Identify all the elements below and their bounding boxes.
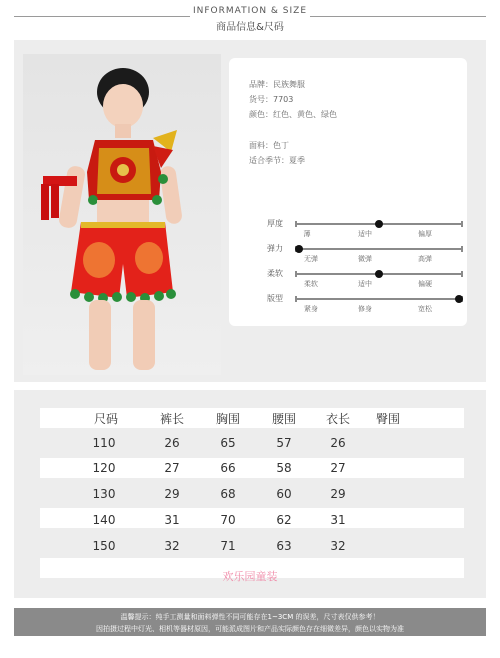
scale-option: 薄 bbox=[303, 230, 311, 238]
store-watermark: 欢乐园童装 bbox=[222, 570, 278, 583]
table-cell: 150 bbox=[92, 539, 116, 553]
scale-label: 版型 bbox=[267, 294, 283, 303]
child-costume-illustration bbox=[23, 54, 221, 375]
table-cell: 31 bbox=[164, 513, 180, 527]
column-header: 臀围 bbox=[375, 412, 400, 426]
table-cell: 140 bbox=[92, 513, 116, 527]
header-subtitle: 商品信息&尺码 bbox=[216, 22, 284, 33]
table-cell: 110 bbox=[92, 436, 116, 450]
footer-line-2: 因拍摄过程中灯光、相机等器材原因，可能派成图片和产品实际颜色存在细微差异，颜色以实物为准 bbox=[96, 625, 404, 633]
header-title: INFORMATION & SIZE bbox=[192, 6, 308, 16]
table-cell: 29 bbox=[164, 487, 180, 501]
scale-marker bbox=[455, 295, 463, 303]
column-header: 裤长 bbox=[159, 412, 184, 426]
table-cell: 26 bbox=[330, 436, 346, 450]
scale-marker bbox=[375, 270, 383, 278]
footer-line-1: 温馨提示：纯手工测量和面料弹性不同可能存在1~3CM 的误差，尺寸表仅供参考！ bbox=[120, 613, 380, 621]
column-header: 尺码 bbox=[93, 412, 118, 426]
header-line-left bbox=[14, 16, 190, 17]
table-cell: 65 bbox=[220, 436, 236, 450]
scale-option: 柔软 bbox=[304, 280, 318, 288]
scale-marker bbox=[375, 220, 383, 228]
attr-fabric: 面料：色丁 bbox=[249, 141, 289, 150]
attr-brand: 品牌：民族舞服 bbox=[249, 80, 305, 89]
scale-option: 高弹 bbox=[418, 255, 432, 263]
scale-track bbox=[295, 273, 463, 275]
scale-option: 偏厚 bbox=[418, 230, 432, 238]
scale-track bbox=[295, 223, 463, 225]
scale-option: 无弹 bbox=[304, 255, 318, 263]
scale-label: 厚度 bbox=[267, 219, 283, 228]
column-header: 腰围 bbox=[271, 412, 296, 426]
table-cell: 60 bbox=[276, 487, 292, 501]
header-line-right bbox=[310, 16, 486, 17]
scale-option: 偏硬 bbox=[418, 280, 432, 288]
scale-track bbox=[295, 248, 463, 250]
column-header: 衣长 bbox=[325, 412, 350, 426]
scale-option: 紧身 bbox=[304, 305, 318, 313]
attr-season: 适合季节：夏季 bbox=[249, 156, 305, 165]
table-cell: 120 bbox=[92, 461, 116, 475]
scale-option: 适中 bbox=[358, 230, 372, 238]
table-cell: 26 bbox=[164, 436, 180, 450]
table-cell: 63 bbox=[276, 539, 292, 553]
attribute-card bbox=[229, 58, 467, 326]
table-cell: 130 bbox=[92, 487, 116, 501]
table-cell: 29 bbox=[330, 487, 346, 501]
table-cell: 32 bbox=[330, 539, 346, 553]
table-cell: 31 bbox=[330, 513, 346, 527]
table-cell: 66 bbox=[220, 461, 236, 475]
attr-colors: 颜色：红色、黄色、绿色 bbox=[249, 110, 337, 119]
scale-option: 微弹 bbox=[358, 255, 372, 263]
table-cell: 68 bbox=[220, 487, 236, 501]
product-photo bbox=[23, 54, 221, 375]
scale-option: 宽松 bbox=[418, 305, 432, 313]
scale-label: 柔软 bbox=[267, 269, 283, 278]
column-header: 胸围 bbox=[215, 412, 240, 426]
footer-notice bbox=[14, 608, 486, 636]
attr-sku: 货号：7703 bbox=[249, 95, 294, 104]
scale-marker bbox=[295, 245, 303, 253]
table-cell: 32 bbox=[164, 539, 180, 553]
scale-track bbox=[295, 298, 463, 300]
scale-option: 适中 bbox=[358, 280, 372, 288]
table-cell: 27 bbox=[330, 461, 346, 475]
scale-label: 弹力 bbox=[267, 244, 283, 253]
table-cell: 62 bbox=[276, 513, 292, 527]
table-cell: 27 bbox=[164, 461, 180, 475]
table-cell: 58 bbox=[276, 461, 292, 475]
table-cell: 57 bbox=[276, 436, 292, 450]
table-cell: 70 bbox=[220, 513, 236, 527]
table-cell: 71 bbox=[220, 539, 236, 553]
scale-option: 修身 bbox=[358, 305, 372, 313]
